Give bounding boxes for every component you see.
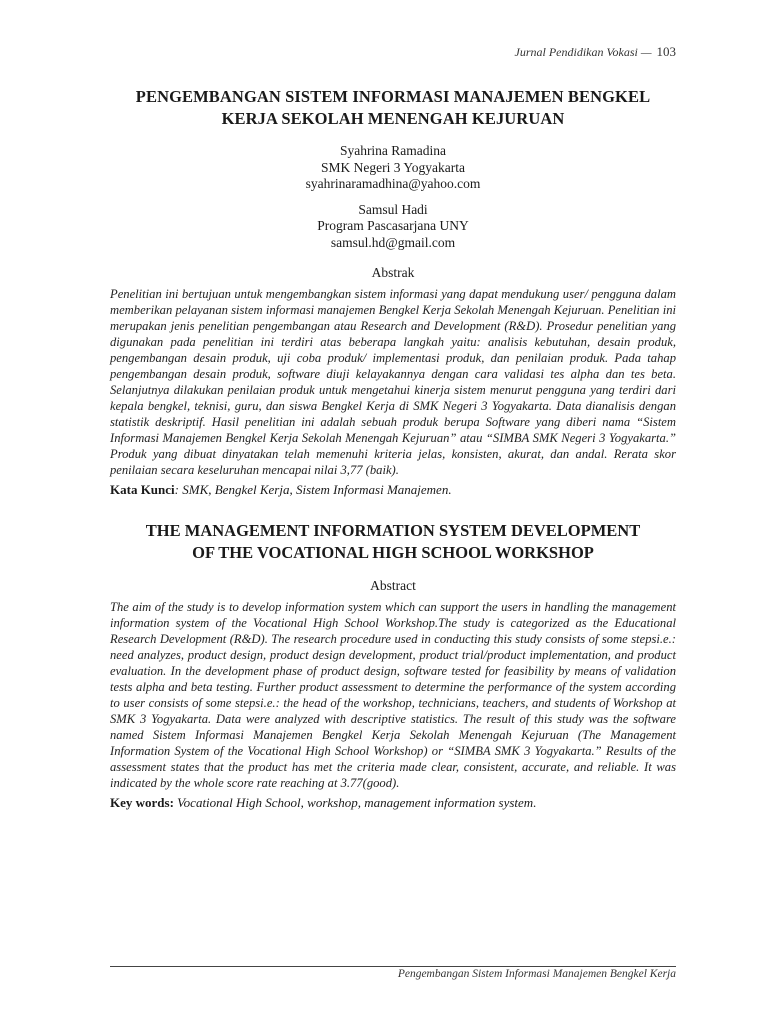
author-2 [110,202,676,252]
journal-name: Jurnal Pendidikan Vokasi [514,45,638,59]
abstract-heading: Abstract [370,578,416,593]
page-number: 103 [656,44,676,59]
abstrak-text: Penelitian ini bertujuan untuk mengembangkan sistem informasi yang dapat mendukung user/ pengguna dalam memberikan pelayanan sistem informasi manajemen Bengkel Kerja Sekolah Menengah Kejuruan. Penelitian ini merupakan jenis penelitian pengembangan atau Research and Development (R&D). Prosedur penelitian yang digunakan pada penelitian ini terdiri atas beberapa langkah yaitu: analisis kebutuhan, desain produk, pengembangan desain produk, uji coba produk/ implementasi produk, dan penilaian produk. Pada tahap pengembangan desain produk, software diuji kelayakannya dengan cara validasi tes alpha dan tes beta. Selanjutnya dilakukan penilaian produk untuk mengetahui kinerja sistem menurut pengguna yang terdiri dari kepala bengkel, teknisi, guru, dan siswa Bengkel Kerja di SMK Negeri 3 Yogyakarta. Data dianalisis dengan statistik deskriptif. Hasil penelitian ini adalah sebuah produk berupa Software yang diberi nama “Sistem Informasi Manajemen Bengkel Kerja Sekolah Menengah Kejuruan” atau “SIMBA SMK Negeri 3 Yogyakarta.” Produk yang dibuat dinyatakan telah memenuhi kriteria jelas, konsisten, akurat, dan andal. Rerata skor penilaian secara keseluruhan mencapai nilai 3,77 (baik). [110,287,676,477]
author-name: Samsul Hadi [358,201,428,217]
english-title-line-1: THE MANAGEMENT INFORMATION SYSTEM DEVELOPMENT [145,521,641,540]
author-email[interactable]: samsul.hd@gmail.com [330,234,456,250]
key-words-text: Vocational High School, workshop, management information system. [173,795,537,810]
article-title [110,86,676,130]
title-line-1: PENGEMBANGAN SISTEM INFORMASI MANAJEMEN BENGKEL [135,87,651,106]
author-affiliation: SMK Negeri 3 Yogyakarta [321,159,465,175]
author-1 [110,143,676,193]
author-affiliation: Program Pascasarjana UNY [317,218,469,233]
key-words [110,794,676,811]
english-title [110,520,676,564]
running-footer: Pengembangan Sistem Informasi Manajemen Bengkel Kerja [397,968,676,980]
abstrak-heading: Abstrak [371,265,415,280]
key-words-label: Key words: [110,795,174,810]
header-separator: — [640,45,652,59]
author-name: Syahrina Ramadina [339,143,447,158]
footer-rule [110,966,676,967]
kata-kunci [110,481,676,498]
english-title-line-2: OF THE VOCATIONAL HIGH SCHOOL WORKSHOP [192,543,594,562]
title-line-2: KERJA SEKOLAH MENENGAH KEJURUAN [221,109,565,128]
article-content [110,86,676,811]
abstract-text: The aim of the study is to develop information system which can support the users in handling the management information system of the Vocational High School Workshop.The study is categorized as the Educational Research Development (R&D). The research procedure used in conducting this study consists of some stepsi.e.: need analyzes, product design, product design development, product trial/product implementation, and product evaluation. In the development phase of product design, software tested for feasibility by means of validation tests alpha and beta testing. Further product assessment to determine the performance of the system according to user consists of some stepsi.e.: the head of the workshop, technicians, teachers, and students of Workshop at SMK 3 Yogyakarta. Data were analyzed with descriptive statistics. The result of this study was the software named Sistem Informasi Manajemen Bengkel Kerja Sekolah Menengah Kejuruan (The Management Information System of the Vocational High School Workshop) or “SIMBA SMK 3 Yogyakarta.” Results of the assessment states that the product has met the criteria made clear, consistent, accurate, and reliable. It was indicated by the whole score rate reaching at 3.77(good). [110,600,676,790]
kata-kunci-text: : SMK, Bengkel Kerja, Sistem Informasi Manajemen. [174,482,452,497]
kata-kunci-label: Kata Kunci [110,482,175,497]
author-email[interactable]: syahrinaramadhina@yahoo.com [305,176,481,191]
running-head [515,44,676,60]
